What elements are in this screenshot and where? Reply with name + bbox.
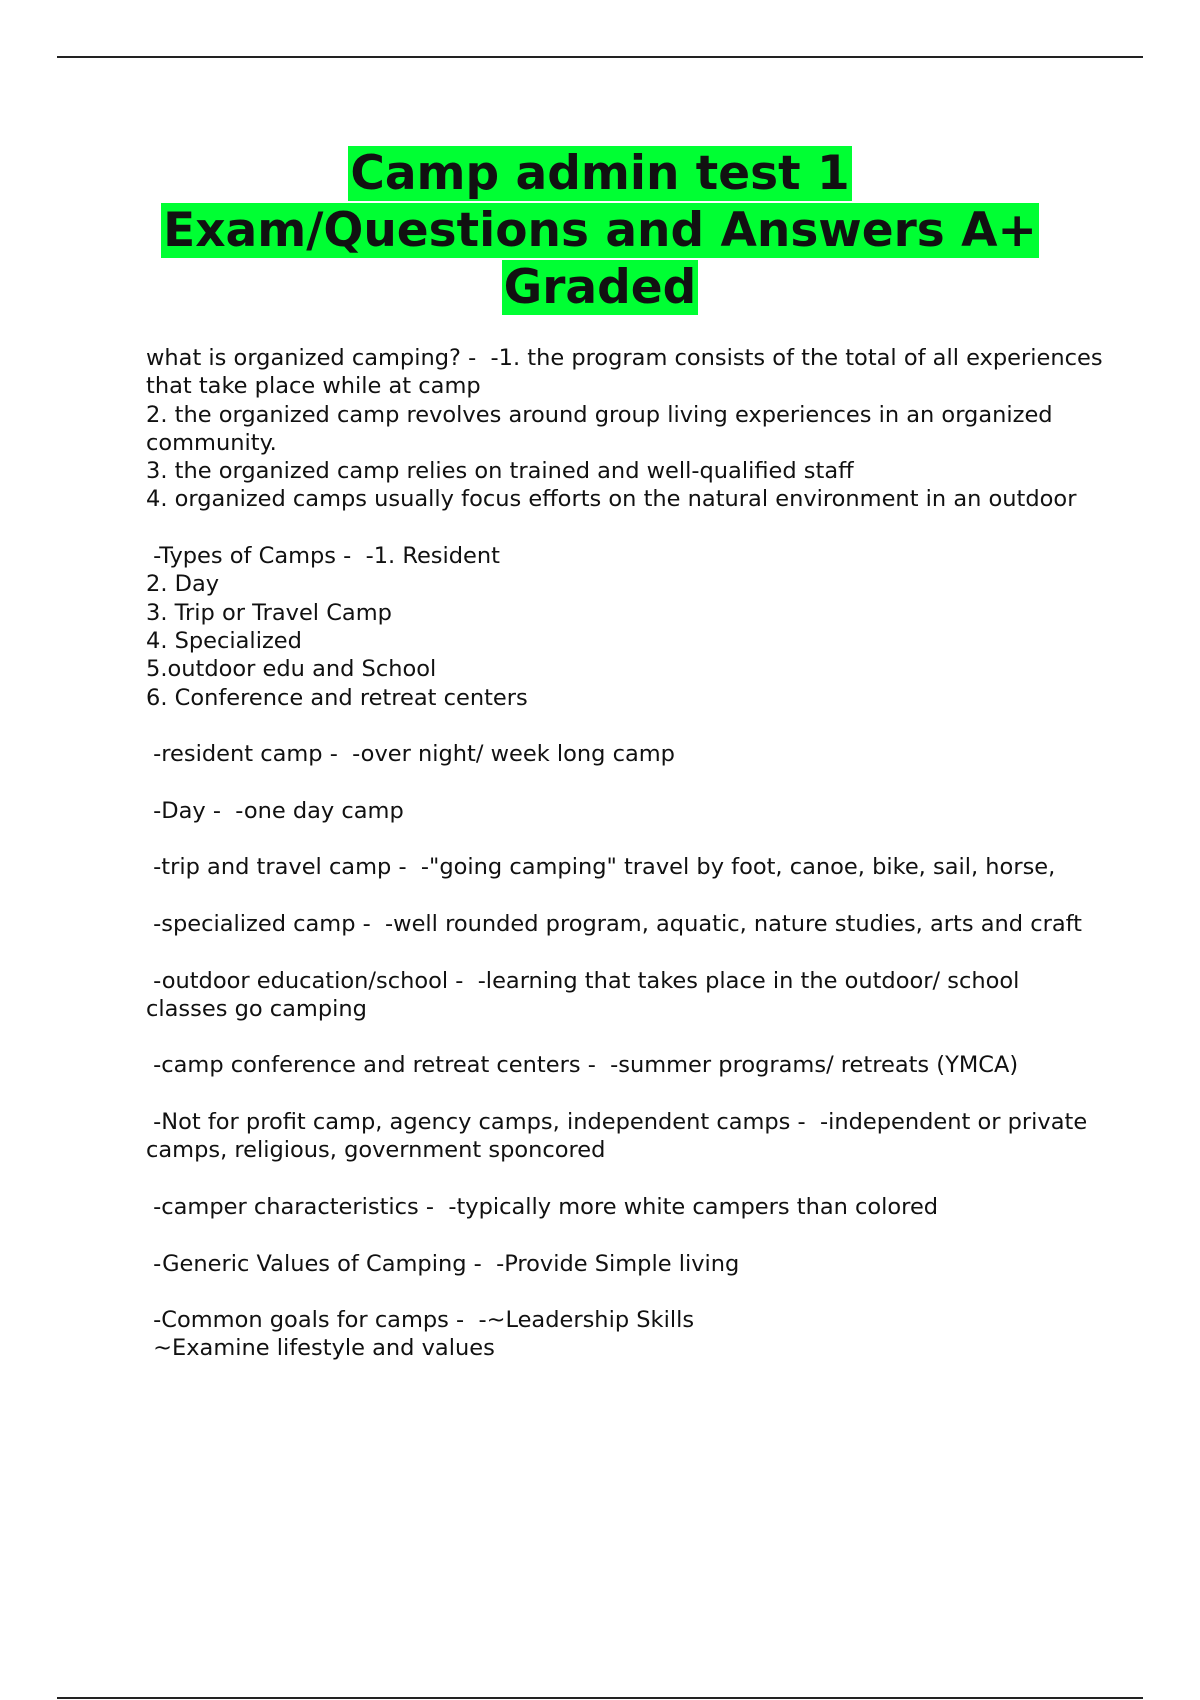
title-line-3: Graded <box>503 260 697 315</box>
qa-entry-organized-camping <box>146 344 1110 514</box>
qa-entry-day-camp <box>146 797 1106 825</box>
top-rule <box>57 56 1143 58</box>
document-title <box>100 145 1100 316</box>
entry-line: 6. Conference and retreat centers <box>146 684 528 711</box>
entry-line: -camp conference and retreat centers - -summer programs/ retreats (YMCA) <box>146 1052 1019 1079</box>
qa-entry-common-goals <box>146 1306 1106 1363</box>
entry-line: what is organized camping? - -1. the program consists of the total of all experiences that take place while at camp <box>146 345 1110 400</box>
entry-line: 5.outdoor edu and School <box>146 656 437 683</box>
title-line-1: Camp admin test 1 <box>350 146 850 201</box>
entry-line: -Not for profit camp, agency camps, independent camps - -independent or private camps, religious, government sponcored <box>146 1109 1095 1164</box>
qa-entry-conference-retreat <box>146 1051 1106 1079</box>
qa-entry-types-of-camps <box>146 542 1106 712</box>
entry-line: 3. the organized camp relies on trained and well-qualified staff <box>146 458 854 485</box>
entry-line: -resident camp - -over night/ week long camp <box>146 741 675 768</box>
qa-entry-camper-characteristics <box>146 1193 1106 1221</box>
entry-line: -Common goals for camps - -~Leadership Skills <box>146 1307 695 1334</box>
entry-line: -outdoor education/school - -learning that takes place in the outdoor/ school classes go camping <box>146 967 1027 1022</box>
qa-entry-trip-travel-camp <box>146 853 1106 881</box>
entry-line: 2. Day <box>146 571 220 598</box>
entry-line: -specialized camp - -well rounded program, aquatic, nature studies, arts and craft <box>146 910 1082 937</box>
entry-line: 4. organized camps usually focus efforts on the natural environment in an outdoor <box>146 486 1077 513</box>
qa-content <box>146 344 1110 1391</box>
entry-line: -Day - -one day camp <box>146 797 404 824</box>
entry-line: ~Examine lifestyle and values <box>146 1335 495 1362</box>
bottom-rule <box>57 1697 1143 1699</box>
entry-line: -trip and travel camp - -"going camping" travel by foot, canoe, bike, sail, horse, <box>146 854 1056 881</box>
qa-entry-not-for-profit <box>146 1108 1106 1165</box>
entry-line: -camper characteristics - -typically more white campers than colored <box>146 1193 939 1220</box>
entry-line: 4. Specialized <box>146 627 302 654</box>
entry-line: 3. Trip or Travel Camp <box>146 599 392 626</box>
qa-entry-outdoor-education <box>146 967 1106 1024</box>
title-line-2: Exam/Questions and Answers A+ <box>163 203 1037 258</box>
qa-entry-resident-camp <box>146 740 1106 768</box>
qa-entry-generic-values <box>146 1250 1106 1278</box>
qa-entry-specialized-camp <box>146 910 1106 938</box>
entry-line: -Types of Camps - -1. Resident <box>146 543 500 570</box>
entry-line: 2. the organized camp revolves around group living experiences in an organized community. <box>146 401 1060 456</box>
entry-line: -Generic Values of Camping - -Provide Simple living <box>146 1250 740 1277</box>
